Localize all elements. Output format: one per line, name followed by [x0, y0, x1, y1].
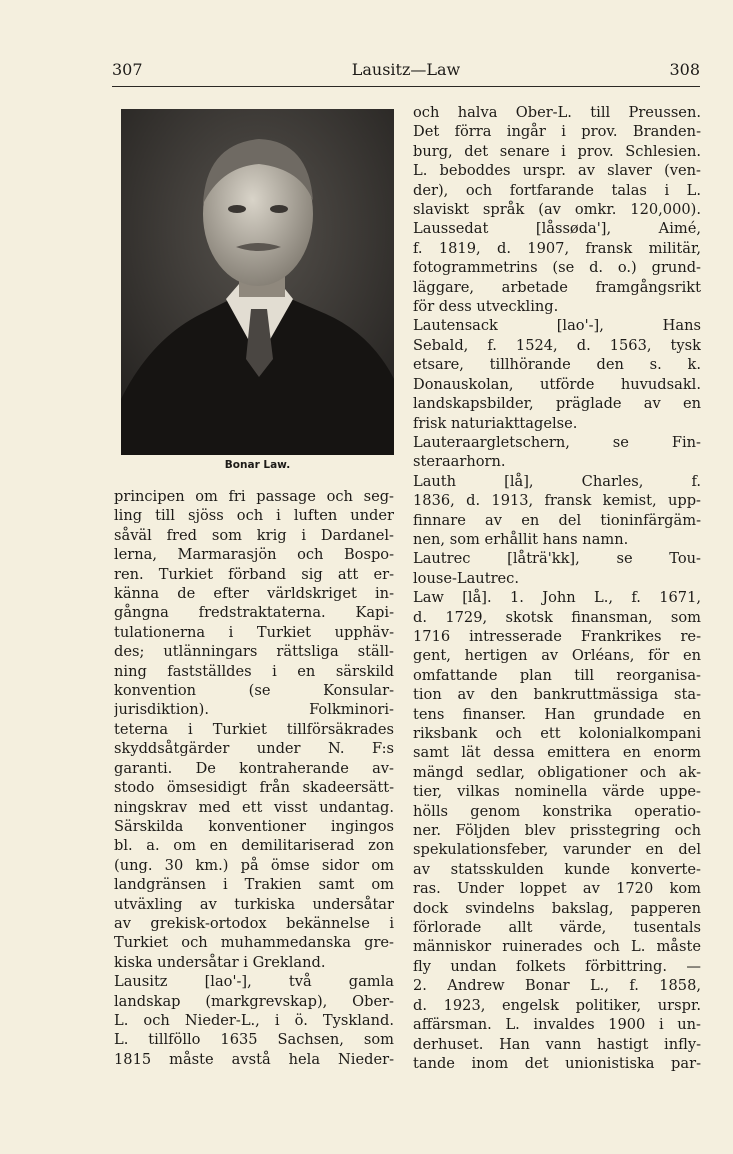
- text-line: landskap (markgrevskap), Ober-: [114, 992, 394, 1010]
- text-line: fly undan folkets förbittring. —: [413, 957, 701, 975]
- text-line: riksbank och ett kolonialkompani: [413, 725, 701, 742]
- text-line: 1815 måste avstå hela Nieder-: [114, 1050, 394, 1068]
- text-line: 2. Andrew Bonar L., f. 1858,: [413, 977, 701, 995]
- text-line: konvention (se Konsular-: [114, 682, 394, 700]
- text-line: lerna, Marmarasjön och Bospo-: [114, 546, 394, 564]
- text-line: människor ruinerades och L. måste: [413, 938, 701, 956]
- entry-law: Law [lå]. 1. John L., f. 1671,: [413, 589, 701, 607]
- text-line: läggare, arbetade framgångsrikt: [413, 278, 701, 296]
- text-line: ningskrav med ett visst undantag.: [114, 798, 394, 816]
- entry-lauteraargletschern: Lauteraargletschern, se Fin-: [413, 433, 701, 451]
- text-line: för dess utveckling.: [413, 298, 559, 316]
- text-line: tion av den bankruttmässiga sta-: [413, 686, 701, 704]
- text-line: Särskilda konventioner ingingos: [114, 817, 394, 835]
- text-line: och halva Ober-L. till Preussen.: [413, 104, 701, 121]
- text-line: Donauskolan, utförde huvudsakl.: [413, 375, 701, 393]
- text-line: skyddsåtgärder under N. F:s: [114, 740, 394, 758]
- text-line: d. 1923, engelsk politiker, urspr.: [413, 996, 701, 1014]
- text-line: L. beboddes urspr. av slaver (ven-: [413, 162, 701, 180]
- text-line: gångna fredstraktaterna. Kapi-: [114, 604, 394, 622]
- entry-lauth: Lauth [lå], Charles, f.: [413, 472, 701, 490]
- text-line: 1836, d. 1913, fransk kemist, upp-: [413, 492, 701, 510]
- text-line: Sebald, f. 1524, d. 1563, tysk: [413, 336, 701, 354]
- text-line: slaviskt språk (av omkr. 120,000).: [413, 201, 701, 219]
- text-line: hölls genom konstrika operatio-: [413, 802, 701, 820]
- text-line: (ung. 30 km.) på ömse sidor om: [114, 856, 394, 874]
- portrait-illustration: [121, 109, 394, 455]
- running-title: Lausitz—Law: [351, 60, 461, 79]
- text-line: der), och fortfarande talas i L.: [413, 181, 701, 199]
- right-column: [413, 103, 701, 1073]
- text-line: omfattande plan till reorganisa-: [413, 666, 701, 684]
- text-line: förlorade allt värde, tusentals: [413, 919, 701, 937]
- text-line: stodo ömsesidigt från skadeersätt-: [114, 779, 394, 797]
- text-line: utväxling av turkiska undersåtar: [114, 895, 394, 913]
- text-line: tulationerna i Turkiet upphäv-: [114, 623, 394, 641]
- photo-caption: Bonar Law.: [224, 459, 291, 471]
- text-line: samt lät dessa emittera en enorm: [413, 744, 701, 762]
- text-line: louse-Lautrec.: [413, 569, 519, 587]
- portrait-photo: [121, 109, 394, 455]
- right-page-number: 308: [669, 60, 700, 79]
- text-line: d. 1729, skotsk finansman, som: [413, 608, 701, 626]
- text-line: frisk naturiakttagelse.: [413, 414, 578, 432]
- text-line: såväl fred som krig i Dardanel-: [114, 526, 394, 544]
- text-line: av statsskulden kunde konverte-: [413, 860, 701, 878]
- text-line: Turkiet och muhammedanska gre-: [114, 934, 394, 952]
- text-line: gent, hertigen av Orléans, för en: [413, 647, 701, 665]
- text-line: känna de efter världskriget in-: [114, 585, 394, 603]
- text-line: L. tillföllo 1635 Sachsen, som: [114, 1031, 394, 1049]
- text-line: ras. Under loppet av 1720 kom: [413, 880, 701, 898]
- header-rule: [112, 86, 700, 87]
- left-page-number: 307: [112, 60, 143, 79]
- text-line: ling till sjöss och i luften under: [114, 507, 394, 525]
- text-line: ner. Följden blev prisstegring och: [413, 822, 701, 840]
- text-line: tens finanser. Han grundade en: [413, 705, 701, 723]
- text-line: burg, det senare i prov. Schlesien.: [413, 142, 701, 160]
- text-line: tier, vilkas nominella värde uppe-: [413, 783, 701, 801]
- text-line: steraarhorn.: [413, 453, 506, 471]
- text-line: landskapsbilder, präglade av en: [413, 395, 701, 413]
- text-line: etsare, tillhörande den s. k.: [413, 356, 701, 374]
- entry-lautrec: Lautrec [låträ'kk], se Tou-: [413, 550, 701, 568]
- text-line: jurisdiktion). Folkminori-: [114, 701, 394, 719]
- left-column: [114, 487, 394, 1069]
- text-line: garanti. De kontraherande av-: [114, 759, 394, 777]
- text-line: spekulationsfeber, varunder en del: [413, 841, 701, 859]
- entry-laussedat: Laussedat [låssøda'], Aimé,: [413, 220, 701, 238]
- text-line: tande inom det unionistiska par-: [413, 1054, 701, 1072]
- text-line: f. 1819, d. 1907, fransk militär,: [413, 239, 701, 257]
- text-line: derhuset. Han vann hastigt infly-: [413, 1035, 701, 1053]
- entry-lausitz: Lausitz [lao'-], två gamla: [114, 973, 394, 991]
- text-line: av grekisk-ortodox bekännelse i: [114, 914, 394, 932]
- text-line: finnare av en del tioninfärgäm-: [413, 511, 701, 529]
- entry-lautensack: Lautensack [lao'-], Hans: [413, 317, 701, 335]
- text-line: Det förra ingår i prov. Branden-: [413, 123, 701, 141]
- text-line: ning fastställdes i en särskild: [114, 662, 394, 680]
- text-line: L. och Nieder-L., i ö. Tyskland.: [114, 1011, 394, 1029]
- text-line: ren. Turkiet förband sig att er-: [114, 565, 394, 583]
- text-line: dock svindelns bakslag, papperen: [413, 899, 701, 917]
- text-line: mängd sedlar, obligationer och ak-: [413, 763, 701, 781]
- text-line: bl. a. om en demilitariserad zon: [114, 837, 394, 855]
- page-header: [112, 60, 700, 84]
- text-line: nen, som erhållit hans namn.: [413, 530, 629, 548]
- text-line: teterna i Turkiet tillförsäkrades: [114, 720, 394, 738]
- text-line: landgränsen i Trakien samt om: [114, 876, 394, 894]
- text-line: principen om fri passage och seg-: [114, 488, 394, 505]
- text-line: des; utlänningars rättsliga ställ-: [114, 643, 394, 661]
- text-line: fotogrammetrins (se d. o.) grund-: [413, 259, 701, 277]
- text-line: affärsman. L. invaldes 1900 i un-: [413, 1016, 701, 1034]
- text-line: kiska undersåtar i Grekland.: [114, 953, 326, 971]
- text-line: 1716 intresserade Frankrikes re-: [413, 627, 701, 645]
